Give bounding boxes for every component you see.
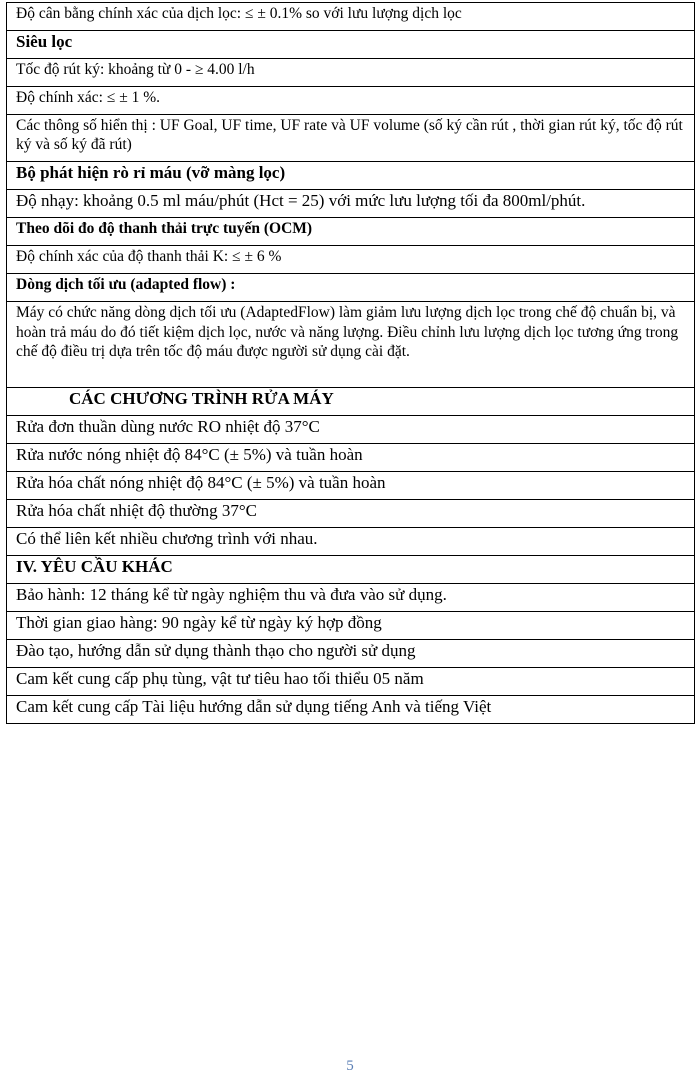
spec-warranty: Bảo hành: 12 tháng kể từ ngày nghiệm thu và đưa vào sử dụng.	[7, 584, 695, 612]
table-row	[7, 612, 695, 640]
table-row	[7, 556, 695, 584]
spec-training: Đào tạo, hướng dẫn sử dụng thành thạo cho người sử dụng	[7, 640, 695, 668]
section-heading-other-requirements: IV. YÊU CẦU KHÁC	[7, 556, 695, 584]
spec-cleaning-ro-water: Rửa đơn thuần dùng nước RO nhiệt độ 37°C	[7, 416, 695, 444]
spec-uf-rate-range: Tốc độ rút ký: khoảng từ 0 - ≥ 4.00 l/h	[7, 59, 695, 87]
spec-adapted-flow-description: Máy có chức năng dòng dịch tối ưu (AdaptedFlow) làm giảm lưu lượng dịch lọc trong chế độ chuẩn bị, và hoàn trả máu do đó tiết kiệm dịch lọc, nước và năng lượng. Điều chỉnh lưu lượng dịch lọc tương ứng trong chế độ điều trị dựa trên tốc độ máu được người sử dụng cài đặt.	[7, 302, 695, 388]
table-row	[7, 162, 695, 190]
table-row	[7, 190, 695, 218]
table-row	[7, 444, 695, 472]
table-row	[7, 668, 695, 696]
spec-manual-commitment: Cam kết cung cấp Tài liệu hướng dẫn sử dụng tiếng Anh và tiếng Việt	[7, 696, 695, 724]
table-row	[7, 500, 695, 528]
table-row	[7, 87, 695, 115]
spec-displayed-parameters: Các thông số hiển thị : UF Goal, UF time, UF rate và UF volume (số ký cần rút , thời gian rút ký, tốc độ rút ký và số ký đã rút)	[7, 115, 695, 162]
spec-cleaning-program-linking: Có thể liên kết nhiều chương trình với nhau.	[7, 528, 695, 556]
spec-cleaning-chemical-normal-temp: Rửa hóa chất nhiệt độ thường 37°C	[7, 500, 695, 528]
table-row	[7, 640, 695, 668]
table-row	[7, 696, 695, 724]
spec-delivery-time: Thời gian giao hàng: 90 ngày kể từ ngày ký hợp đồng	[7, 612, 695, 640]
page-number: 5	[346, 1058, 354, 1074]
spec-spare-parts-commitment: Cam kết cung cấp phụ tùng, vật tư tiêu hao tối thiểu 05 năm	[7, 668, 695, 696]
spec-cleaning-hot-chemical: Rửa hóa chất nóng nhiệt độ 84°C (± 5%) và tuần hoàn	[7, 472, 695, 500]
table-row	[7, 302, 695, 388]
section-heading-adapted-flow: Dòng dịch tối ưu (adapted flow) :	[7, 274, 695, 302]
table-row	[7, 388, 695, 416]
spec-clearance-accuracy: Độ chính xác của độ thanh thải K: ≤ ± 6 %	[7, 246, 695, 274]
table-row	[7, 31, 695, 59]
table-row	[7, 3, 695, 31]
table-row	[7, 274, 695, 302]
table-row	[7, 584, 695, 612]
section-heading-blood-leak-detector: Bộ phát hiện rò rỉ máu (vỡ màng lọc)	[7, 162, 695, 190]
table-row	[7, 472, 695, 500]
section-heading-cleaning-programs: CÁC CHƯƠNG TRÌNH RỬA MÁY	[7, 388, 695, 416]
spec-blood-leak-sensitivity: Độ nhạy: khoảng 0.5 ml máu/phút (Hct = 25) với mức lưu lượng tối đa 800ml/phút.	[7, 190, 695, 218]
section-heading-ocm: Theo dõi đo độ thanh thải trực tuyến (OCM)	[7, 218, 695, 246]
table-row	[7, 528, 695, 556]
table-row	[7, 59, 695, 87]
spec-uf-accuracy: Độ chính xác: ≤ ± 1 %.	[7, 87, 695, 115]
spec-cleaning-hot-water: Rửa nước nóng nhiệt độ 84°C (± 5%) và tuần hoàn	[7, 444, 695, 472]
spec-dialysate-balance-accuracy: Độ cân bằng chính xác của dịch lọc: ≤ ± 0.1% so với lưu lượng dịch lọc	[7, 3, 695, 31]
table-row	[7, 218, 695, 246]
specification-table	[6, 2, 695, 724]
table-row	[7, 246, 695, 274]
table-row	[7, 416, 695, 444]
table-row	[7, 115, 695, 162]
section-heading-ultrafiltration: Siêu lọc	[7, 31, 695, 59]
